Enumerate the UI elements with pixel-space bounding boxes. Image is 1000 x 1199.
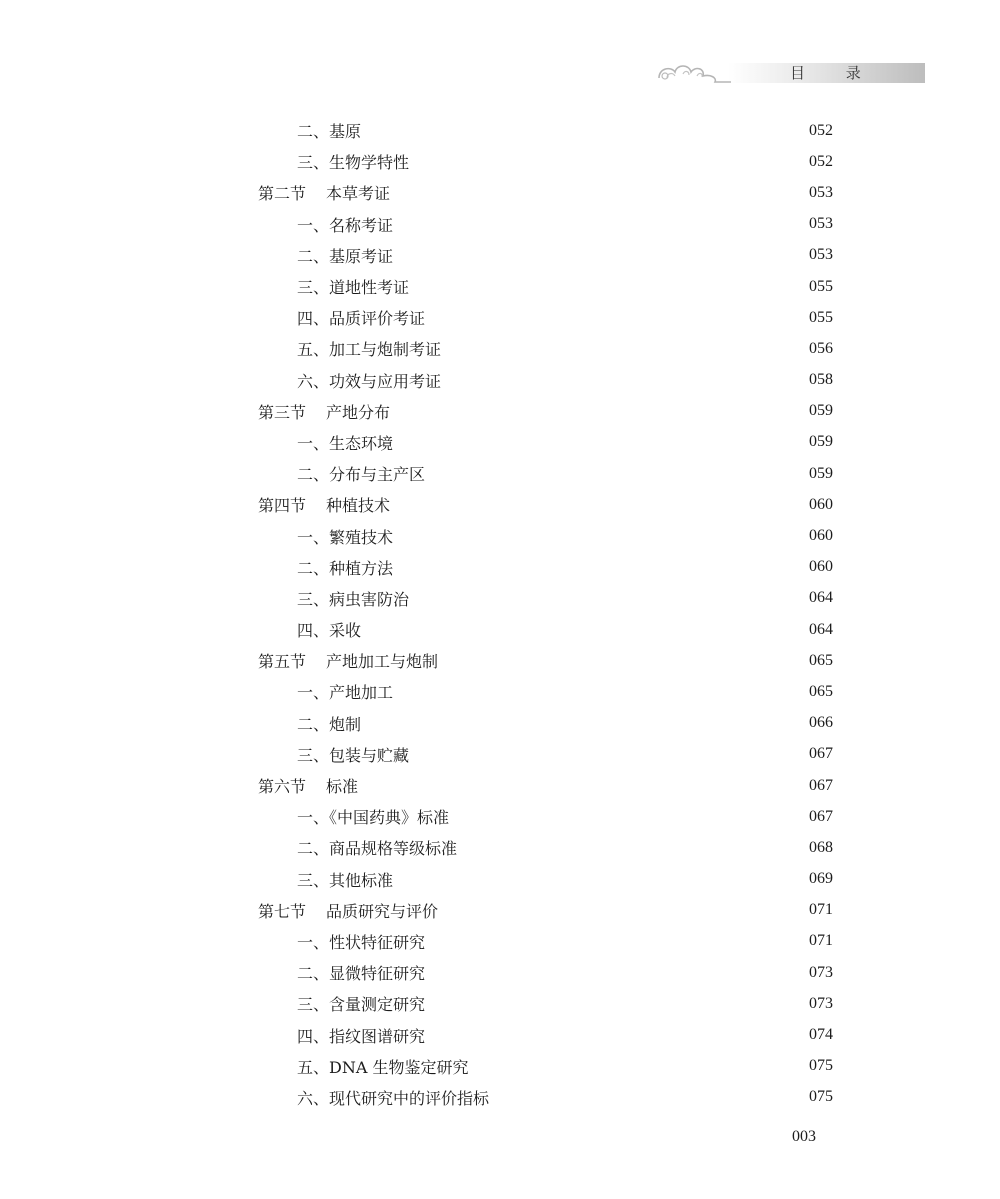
toc-page-number: 060 [809, 495, 833, 513]
toc-section-number: 第五节 [258, 652, 307, 672]
dot-leader [365, 622, 789, 638]
toc-entry-title: 三、包装与贮藏 [297, 745, 410, 765]
toc-section-number: 第六节 [258, 777, 307, 797]
toc-entry-row[interactable] [0, 988, 1000, 1019]
dot-leader [445, 372, 789, 388]
toc-entry-row[interactable] [0, 926, 1000, 957]
toc-entry-row[interactable] [0, 271, 1000, 302]
dot-leader [394, 403, 789, 419]
dot-leader [453, 809, 789, 825]
toc-page-number: 053 [809, 183, 833, 201]
toc-entry-row[interactable] [0, 115, 1000, 146]
toc-page-number: 065 [809, 651, 833, 669]
toc-entry-row[interactable] [0, 458, 1000, 489]
cloud-ornament-icon [655, 58, 735, 88]
toc-entry-title: 二、基原考证 [297, 246, 394, 266]
toc-section-title: 产地分布 [326, 402, 391, 422]
header-title: 目 录 [790, 64, 879, 82]
toc-entry-title: 二、基原 [297, 122, 362, 142]
dot-leader [397, 216, 789, 232]
toc-entry-title: 二、显微特征研究 [297, 964, 426, 984]
toc-entry-title: 二、种植方法 [297, 558, 394, 578]
toc-entry-row[interactable] [0, 520, 1000, 551]
dot-leader [442, 653, 789, 669]
toc-entry-title: 三、其他标准 [297, 870, 394, 890]
dot-leader [397, 684, 789, 700]
toc-entry-title: 三、生物学特性 [297, 153, 410, 173]
dot-leader [397, 528, 789, 544]
toc-page-number: 065 [809, 682, 833, 700]
toc-page-number: 056 [809, 339, 833, 357]
toc-entry-row[interactable] [0, 957, 1000, 988]
dot-leader [413, 279, 789, 295]
dot-leader [397, 559, 789, 575]
toc-section-title: 本草考证 [326, 184, 391, 204]
toc-entry-title: 二、商品规格等级标准 [297, 839, 458, 859]
dot-leader [429, 965, 789, 981]
dot-leader [397, 871, 789, 887]
toc-entry-title: 一、名称考证 [297, 215, 394, 235]
toc-entry-row[interactable] [0, 427, 1000, 458]
toc-entry-row[interactable] [0, 365, 1000, 396]
toc-section-number: 第七节 [258, 901, 307, 921]
toc-section-row[interactable] [0, 177, 1000, 208]
toc-entry-row[interactable] [0, 552, 1000, 583]
toc-page-number: 075 [809, 1088, 833, 1106]
toc-page-number: 059 [809, 402, 833, 420]
dot-leader [362, 778, 789, 794]
toc-page-number: 074 [809, 1026, 833, 1044]
toc-page-number: 073 [809, 994, 833, 1012]
toc-page-number: 052 [809, 152, 833, 170]
dot-leader [429, 466, 789, 482]
toc-page-number: 068 [809, 838, 833, 856]
toc-entry-row[interactable] [0, 739, 1000, 770]
toc-entry-title: 二、分布与主产区 [297, 465, 426, 485]
toc-entry-title: 一、繁殖技术 [297, 527, 394, 547]
toc-section-row[interactable] [0, 396, 1000, 427]
toc-section-title: 种植技术 [326, 496, 391, 516]
toc-entry-title: 五、加工与炮制考证 [297, 340, 442, 360]
toc-page-number: 067 [809, 807, 833, 825]
dot-leader [394, 185, 789, 201]
toc-entry-row[interactable] [0, 614, 1000, 645]
toc-entry-row[interactable] [0, 1082, 1000, 1113]
toc-section-row[interactable] [0, 645, 1000, 676]
dot-leader [493, 1089, 789, 1105]
dot-leader [413, 590, 789, 606]
toc-page-number: 060 [809, 558, 833, 576]
toc-page-number: 053 [809, 246, 833, 264]
toc-section-number: 第三节 [258, 402, 307, 422]
dot-leader [429, 1027, 789, 1043]
toc-page-number: 064 [809, 620, 833, 638]
toc-page-number: 055 [809, 277, 833, 295]
toc-section-row[interactable] [0, 770, 1000, 801]
toc-entry-title: 三、病虫害防治 [297, 589, 410, 609]
toc-entry-row[interactable] [0, 801, 1000, 832]
toc-entry-title: 六、功效与应用考证 [297, 371, 442, 391]
toc-page-number: 052 [809, 121, 833, 139]
toc-entry-title [258, 400, 392, 423]
toc-entry-title: 一、生态环境 [297, 433, 394, 453]
toc-entry-row[interactable] [0, 333, 1000, 364]
dot-leader [413, 746, 789, 762]
dot-leader [413, 154, 789, 170]
toc-entry-title: 一、性状特征研究 [297, 932, 426, 952]
toc-entry-row[interactable] [0, 708, 1000, 739]
toc-entry-row[interactable] [0, 583, 1000, 614]
toc-section-row[interactable] [0, 895, 1000, 926]
toc-entry-title: 六、现代研究中的评价指标 [297, 1088, 490, 1108]
toc-page-number: 058 [809, 371, 833, 389]
toc-entry-title [258, 774, 360, 797]
toc-page-number: 071 [809, 901, 833, 919]
toc-page-number: 069 [809, 870, 833, 888]
dot-leader [461, 840, 789, 856]
toc-page-number: 066 [809, 714, 833, 732]
toc-page-number: 053 [809, 215, 833, 233]
dot-leader [442, 902, 789, 918]
toc-page-number: 073 [809, 963, 833, 981]
toc-entry-row[interactable] [0, 676, 1000, 707]
toc-entry-row[interactable] [0, 146, 1000, 177]
toc-entry-row[interactable] [0, 302, 1000, 333]
toc-entry-title: 三、含量测定研究 [297, 995, 426, 1015]
toc-entry-title [258, 649, 440, 672]
toc-section-title: 品质研究与评价 [326, 901, 439, 921]
toc-section-title: 标准 [326, 777, 359, 797]
toc-entry-title: 四、指纹图谱研究 [297, 1026, 426, 1046]
toc-entry-title [258, 181, 392, 204]
dot-leader [365, 123, 789, 139]
toc-entry-title: 四、品质评价考证 [297, 309, 426, 329]
table-of-contents [0, 115, 1000, 1113]
toc-page-number: 059 [809, 433, 833, 451]
toc-entry-row[interactable] [0, 832, 1000, 863]
toc-entry-title: 一、产地加工 [297, 683, 394, 703]
toc-page-number: 059 [809, 464, 833, 482]
dot-leader [429, 310, 789, 326]
dot-leader [397, 247, 789, 263]
toc-entry-row[interactable] [0, 1019, 1000, 1050]
toc-entry-title [258, 899, 440, 922]
dot-leader [394, 497, 789, 513]
toc-page-number: 071 [809, 932, 833, 950]
dot-leader [429, 996, 789, 1012]
dot-leader [429, 933, 789, 949]
toc-entry-title: 二、炮制 [297, 714, 362, 734]
toc-page-number: 060 [809, 527, 833, 545]
dot-leader [397, 434, 789, 450]
toc-entry-title: 三、道地性考证 [297, 278, 410, 298]
toc-entry-title: 一、《中国药典》标准 [297, 808, 450, 828]
toc-entry-title: 五、DNA 生物鉴定研究 [297, 1057, 469, 1077]
dot-leader [365, 715, 789, 731]
toc-entry-row[interactable] [0, 1051, 1000, 1082]
dot-leader [472, 1058, 789, 1074]
toc-page-number: 067 [809, 776, 833, 794]
toc-section-number: 第二节 [258, 184, 307, 204]
toc-page-number: 055 [809, 308, 833, 326]
toc-section-title: 产地加工与炮制 [326, 652, 439, 672]
toc-section-row[interactable] [0, 489, 1000, 520]
toc-page-number: 067 [809, 745, 833, 763]
page-number: 003 [792, 1128, 816, 1145]
toc-page-number: 075 [809, 1057, 833, 1075]
toc-entry-row[interactable] [0, 864, 1000, 895]
toc-section-number: 第四节 [258, 496, 307, 516]
toc-page-number: 064 [809, 589, 833, 607]
toc-entry-title [258, 493, 392, 516]
toc-entry-title: 四、采收 [297, 621, 362, 641]
toc-entry-row[interactable] [0, 209, 1000, 240]
toc-entry-row[interactable] [0, 240, 1000, 271]
dot-leader [445, 341, 789, 357]
